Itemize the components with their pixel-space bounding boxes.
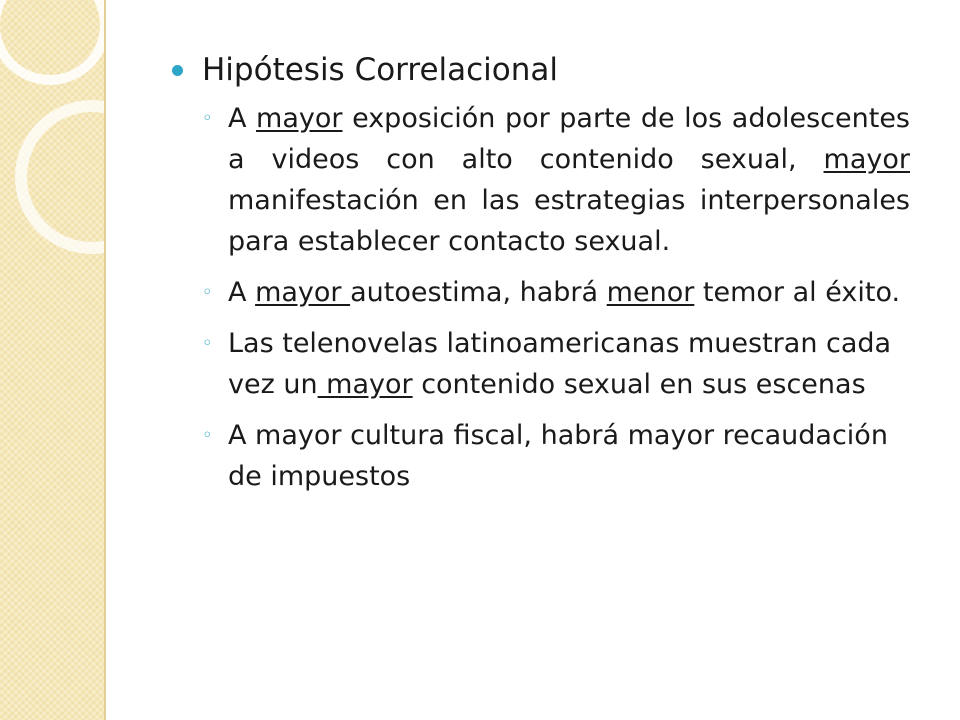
slide-content — [172, 44, 932, 507]
underlined-keyword: mayor — [317, 369, 413, 400]
hollow-circle-bullet-icon: ◦ — [202, 425, 213, 446]
slide-heading: Hipótesis Correlacional — [202, 52, 559, 88]
decorative-side-band — [0, 0, 106, 720]
item-text-segment: contenido sexual en sus escenas — [412, 369, 866, 400]
item-text-segment: A — [228, 277, 256, 308]
filled-circle-bullet-icon — [172, 65, 183, 76]
ring-decoration — [15, 100, 106, 254]
item-text-segment: autoestima, habrá — [350, 277, 607, 308]
hollow-circle-bullet-icon: ◦ — [202, 333, 213, 354]
hollow-circle-bullet-icon: ◦ — [202, 108, 213, 129]
hypothesis-item-2 — [172, 272, 910, 313]
hypothesis-item-3 — [172, 323, 910, 405]
side-band-edge — [104, 0, 106, 720]
hypothesis-item-1 — [172, 98, 910, 262]
item-text-segment: exposición por parte de los adolescentes a videos con alto contenido sexual, — [228, 103, 911, 175]
underlined-keyword: menor — [606, 277, 695, 308]
underlined-keyword: mayor — [255, 277, 351, 308]
ring-decoration — [0, 0, 106, 85]
underlined-keyword: mayor — [823, 144, 910, 175]
hollow-circle-bullet-icon: ◦ — [202, 282, 213, 303]
item-text-segment: A mayor cultura fiscal, habrá mayor recaudación de impuestos — [228, 420, 888, 492]
item-text-segment: Las telenovelas latinoamericanas muestran cada vez un — [228, 328, 892, 400]
item-text-segment: manifestación en las estrategias interpersonales para establecer contacto sexual. — [228, 185, 910, 257]
item-text-segment: A — [228, 103, 257, 134]
underlined-keyword: mayor — [256, 103, 343, 134]
heading-row — [172, 44, 932, 96]
hypothesis-item-4 — [172, 415, 910, 497]
item-text-segment: temor al éxito. — [694, 277, 901, 308]
decorative-rings — [0, 0, 106, 260]
